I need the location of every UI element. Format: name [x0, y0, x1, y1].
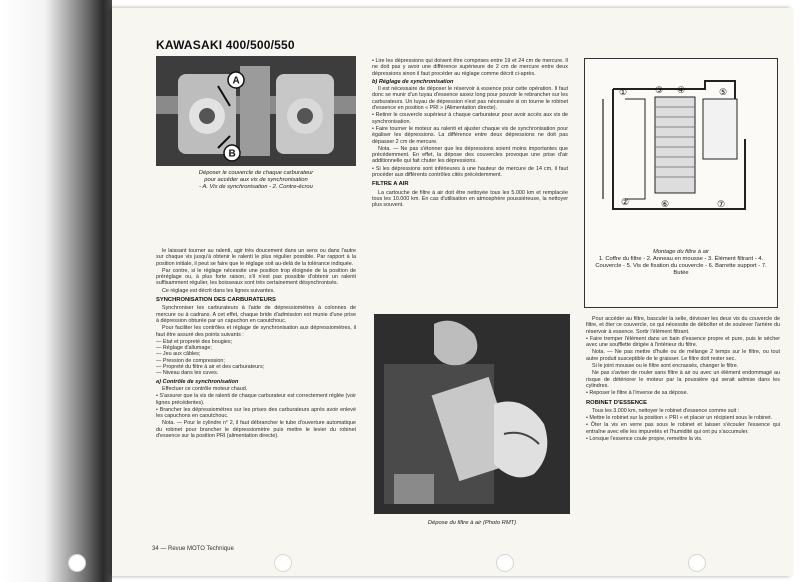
- callout-1: ①: [619, 87, 628, 97]
- right-column: [586, 316, 780, 443]
- bullet-item: • Faire tourner le moteur au ralenti et ajuster chaque vis de synchronisation pour égaliser les dépressions. La différence entre deux dépressions ne doit pas dépasser 2 cm de mercure.: [372, 125, 568, 145]
- punch-hole: [274, 554, 292, 572]
- check-item: — Etat et propreté des bougies;: [156, 338, 233, 345]
- carburetor-photo-drawing: [156, 56, 356, 166]
- bullet-item: • Lorsque l'essence coule propre, remettre la vis.: [586, 436, 703, 443]
- diagram-caption-title: Montage du filtre à air: [652, 249, 710, 255]
- paragraph: Ce réglage est décrit dans les lignes suivantes.: [162, 287, 275, 294]
- middle-column: [372, 58, 568, 210]
- diagram-caption: [591, 249, 771, 277]
- paragraph: Si le joint mousse ou le filtre sont encrassés, changer le filtre.: [592, 363, 739, 370]
- punch-hole: [688, 554, 706, 572]
- paragraph: Par contre, si le réglage nécessite une position trop éloignée de la position de préréglage ou, à plus forte raison, s'il n'est pas possible d'obtenir un ralenti suffisamment régulier, les boisseaux sont très certainement désynchronisés.: [156, 267, 356, 287]
- bullet-item: • Retirer le couvercle supérieur à chaque carburateur pour avoir accès aux vis de synchronisation.: [372, 112, 568, 125]
- manual-page: [112, 8, 792, 576]
- bullet-item: • Brancher les dépressiomètres sur les prises des carburateurs après avoir enlevé les capuchons en caoutchouc.: [156, 406, 356, 420]
- air-filter-photo-caption: Dépose du filtre à air (Photo RMT): [427, 520, 517, 526]
- paragraph: Pour accéder au filtre, basculer la selle, dévisser les deux vis du couvercle de filtre, et ôter ce couvercle, ce qui nécessite de déboîter et de soulever l'arrière du réservoir à essence. Sortir l'élément filtrant.: [586, 316, 780, 335]
- air-filter-diagram: [584, 58, 778, 308]
- adjust-heading: b) Réglage de synchronisation: [372, 78, 454, 85]
- control-heading: a) Contrôle de synchronisation: [156, 378, 239, 385]
- check-item: — Réglage d'allumage;: [156, 345, 212, 352]
- note-paragraph: Nota. — Ne pas s'étonner que les dépressions soient moins importantes que précédemment. En effet, la dépose des couvercles provoque une prise d'air additionnelle qui fait chuter les dépressions.: [372, 145, 568, 165]
- callout-6: ⑥: [661, 199, 670, 209]
- diagram-caption-body: 1. Coffre du filtre - 2. Anneau en mousse - 3. Élément filtrant - 4. Couvercle - 5. Vis de fixation du couvercle - 6. Barrette support - 7. Butée: [595, 256, 767, 276]
- paragraph: le laissant tourner au ralenti, agir très doucement dans un sens ou dans l'autre sur chaque vis jusqu'à obtenir le ralenti le plus régulier possible. Par rapport à la position initiale, il peut se faire que le réglage soit au-delà de la tolérance indiquée.: [156, 248, 356, 267]
- bullet-item: • Reposer le filtre à l'inverse de sa dépose.: [586, 390, 689, 397]
- check-item: — Propreté du filtre à air et des carburateurs;: [156, 364, 265, 371]
- callout-5: ⑤: [719, 87, 728, 97]
- paragraph: Ne pas s'aviser de rouler sans filtre à air ou avec un élément endommagé au risque de détériorer le moteur par la poussière qui serait admise dans les cylindres.: [586, 370, 780, 389]
- photo-label-a: A: [232, 75, 240, 87]
- caption-line: Déposer le couvercle de chaque carburateur: [198, 170, 314, 176]
- bullet-item: • Ôter la vis en verre pas sous le robinet et laisser s'écouler l'essence qui entraîne avec elle les impuretés et l'humidité qui ont pu s'accumuler.: [586, 422, 780, 435]
- bullet-item: • Lire les dépressions qui doivent être comprises entre 19 et 24 cm de mercure. Il ne doit pas y avoir une différence supérieure de 2 cm de mercure entre deux dépressions sinon il faut procéder au réglage comme décrit ci-après.: [372, 58, 568, 77]
- air-filter-photo-drawing: [374, 314, 570, 514]
- binder-shadow: [0, 0, 112, 582]
- check-item: — Jeu aux câbles;: [156, 351, 201, 358]
- paragraph: La cartouche de filtre à air doit être nettoyée tous les 5.000 km et remplacée tous les 10.000 km. En cas d'utilisation en atmosphère poussiéreuse, la nettoyer plus souvent.: [372, 189, 568, 209]
- page-footer: 34 — Revue MOTO Technique: [152, 546, 234, 552]
- note-paragraph: Nota. — Ne pas mettre d'huile ou de mélange 2 temps sur le filtre, ou tout autre produit susceptible de le graisser. Le filtre doit rester sec.: [586, 349, 780, 362]
- bullet-item: • Mettre le robinet sur la position « PRI » et placer un récipient sous le robinet.: [586, 415, 773, 422]
- sync-heading: SYNCHRONISATION DES CARBURATEURS: [156, 297, 276, 304]
- caption-line: pour accéder aux vis de synchronisation: [204, 177, 308, 183]
- note-paragraph: Nota. — Pour le cylindre n° 2, il faut débrancher le tube d'ouverture automatique du robinet pour brancher le dépressiomètre puis mettre le levier du robinet d'essence sur la position PRI (alimentation directe).: [156, 420, 356, 440]
- check-item: — Pression de compression;: [156, 357, 225, 364]
- punch-hole: [68, 554, 86, 572]
- callout-2: ②: [621, 197, 630, 207]
- caption-line: - A. Vis de synchronisation - 2. Contre-écrou: [199, 184, 313, 190]
- check-item: — Niveau dans les cuves.: [156, 370, 219, 377]
- filter-heading: FILTRE A AIR: [372, 181, 409, 188]
- callout-7: ⑦: [717, 199, 726, 209]
- bullet-item: • Faire tremper l'élément dans un bain d'essence propre et pure, puis le sécher avec une soufflette dirigée à l'intérieur du filtre.: [586, 335, 780, 349]
- carburetor-photo-caption: [156, 170, 356, 191]
- bullet-item: • Si les dépressions sont inférieures à une hauteur de mercure de 14 cm, il faut procéder aux différents contrôles cités précédemment.: [372, 165, 568, 179]
- punch-hole: [496, 554, 514, 572]
- paragraph: Il est nécessaire de déposer le réservoir à essence pour cette opération. Il faut donc se munir d'un tuyau d'essence assez long pour pouvoir le rebrancher sur les carburateurs. Un tuyau de dépression n'est pas nécessaire si on tourne le robinet d'essence en position « PRI » (Alimentation directe).: [372, 86, 568, 112]
- carburetor-photo: [156, 56, 356, 166]
- robinet-heading: ROBINET D'ESSENCE: [586, 399, 647, 406]
- paragraph: Tous les 3.000 km, nettoyer le robinet d'essence comme suit :: [592, 407, 740, 414]
- paragraph: Synchroniser les carburateurs à l'aide de dépressiomètres à colonnes de mercure ou à cadrans. A cet effet, chaque bride d'admission est munie d'une prise à dépression obturée par un capuchon en caoutchouc.: [156, 305, 356, 324]
- callout-4: ④: [677, 85, 686, 95]
- photo-label-b: B: [228, 148, 236, 160]
- air-filter-drawing: [585, 59, 777, 229]
- page-title: KAWASAKI 400/500/550: [156, 38, 295, 52]
- left-column: [156, 248, 356, 440]
- paragraph: Pour faciliter les contrôles et réglage de synchronisation aux dépressiomètres, il faut être assuré des points suivants :: [156, 325, 356, 338]
- air-filter-photo: [374, 314, 570, 514]
- bullet-item: • S'assurer que la vis de ralenti de chaque carburateur est correctement réglée (voir lignes précédentes).: [156, 393, 356, 406]
- paragraph: Effectuer ce contrôle moteur chaud.: [162, 385, 248, 392]
- callout-3: ③: [655, 85, 664, 95]
